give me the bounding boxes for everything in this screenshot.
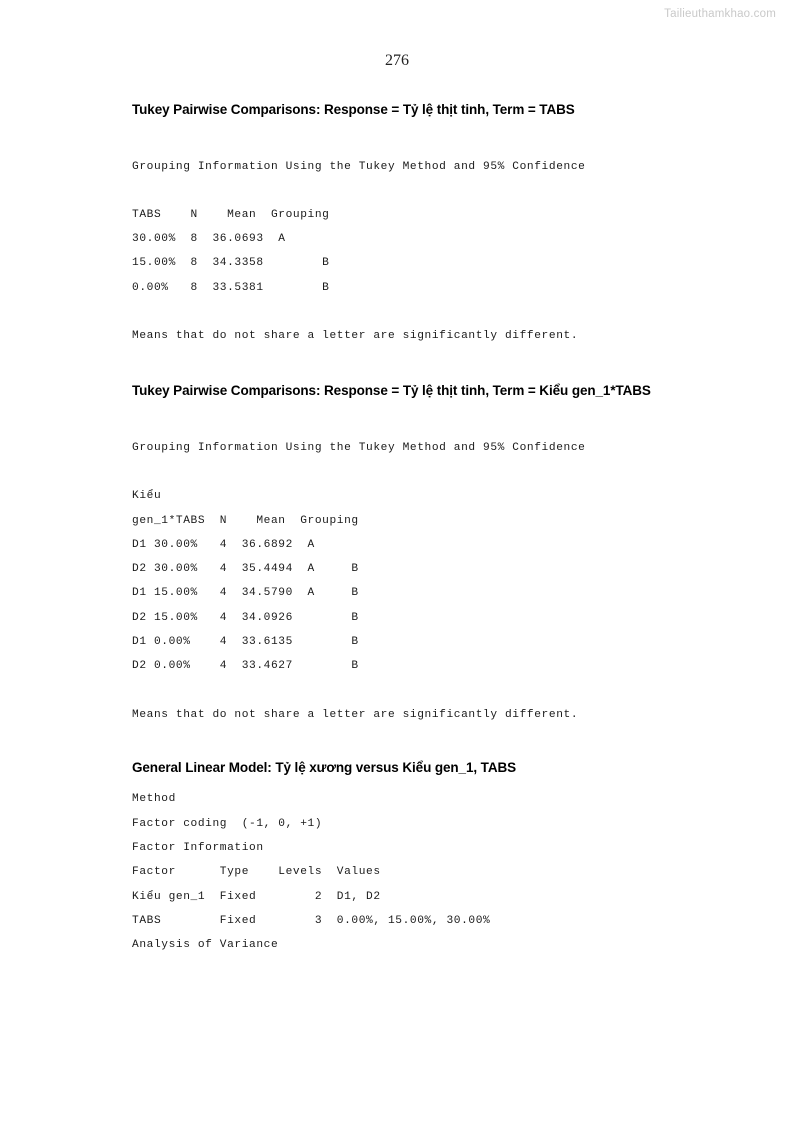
glm-line: Method xyxy=(132,793,176,806)
spacer xyxy=(132,401,672,436)
spacer xyxy=(132,460,672,484)
table-row: D2 0.00% 4 33.4627 B xyxy=(132,660,359,673)
section-title-tukey-tabs: Tukey Pairwise Comparisons: Response = Tỷ lệ thịt tinh, Term = TABS xyxy=(132,102,575,117)
section-title-tukey-kieugen-tabs: Tukey Pairwise Comparisons: Response = Tỷ lệ thịt tinh, Term = Kiểu gen_1*TABS xyxy=(132,383,651,399)
table-row: D2 15.00% 4 34.0926 B xyxy=(132,611,359,624)
glm-line: Factor coding (-1, 0, +1) xyxy=(132,817,323,830)
spacer xyxy=(132,300,672,324)
table-row: D1 30.00% 4 36.6892 A xyxy=(132,538,315,551)
table-row: 15.00% 8 34.3358 B xyxy=(132,257,330,270)
glm-line: TABS Fixed 3 0.00%, 15.00%, 30.00% xyxy=(132,914,491,927)
tukey-tabs-subtitle: Grouping Information Using the Tukey Method and 95% Confidence xyxy=(132,160,586,173)
spacer xyxy=(132,727,672,758)
table-row: 0.00% 8 33.5381 B xyxy=(132,281,330,294)
spacer xyxy=(132,179,672,203)
tukey-interaction-footnote: Means that do not share a letter are significantly different. xyxy=(132,708,579,721)
spacer xyxy=(132,679,672,703)
glm-line: Kiểu gen_1 Fixed 2 D1, D2 xyxy=(132,890,381,903)
table-row: D2 30.00% 4 35.4494 A B xyxy=(132,563,359,576)
glm-line: Analysis of Variance xyxy=(132,939,279,952)
tukey-interaction-table-header-line1: Kiểu xyxy=(132,490,162,503)
spacer xyxy=(132,777,672,787)
section-title-glm-tyle-xuong: General Linear Model: Tỷ lệ xương versus Kiểu gen_1, TABS xyxy=(132,759,517,775)
tukey-interaction-table-header-line2: gen_1*TABS N Mean Grouping xyxy=(132,514,359,527)
watermark: Tailieuthamkhao.com xyxy=(664,8,776,20)
page-number: 276 xyxy=(385,52,409,69)
page-content xyxy=(132,100,672,958)
table-row: D1 15.00% 4 34.5790 A B xyxy=(132,587,359,600)
table-row: 30.00% 8 36.0693 A xyxy=(132,233,286,246)
tukey-interaction-subtitle: Grouping Information Using the Tukey Method and 95% Confidence xyxy=(132,441,586,454)
tukey-tabs-table-header: TABS N Mean Grouping xyxy=(132,208,330,221)
spacer xyxy=(132,120,672,155)
table-row: D1 0.00% 4 33.6135 B xyxy=(132,635,359,648)
glm-line: Factor Type Levels Values xyxy=(132,866,381,879)
spacer xyxy=(132,348,672,381)
tukey-tabs-footnote: Means that do not share a letter are significantly different. xyxy=(132,330,579,343)
glm-line: Factor Information xyxy=(132,842,264,855)
